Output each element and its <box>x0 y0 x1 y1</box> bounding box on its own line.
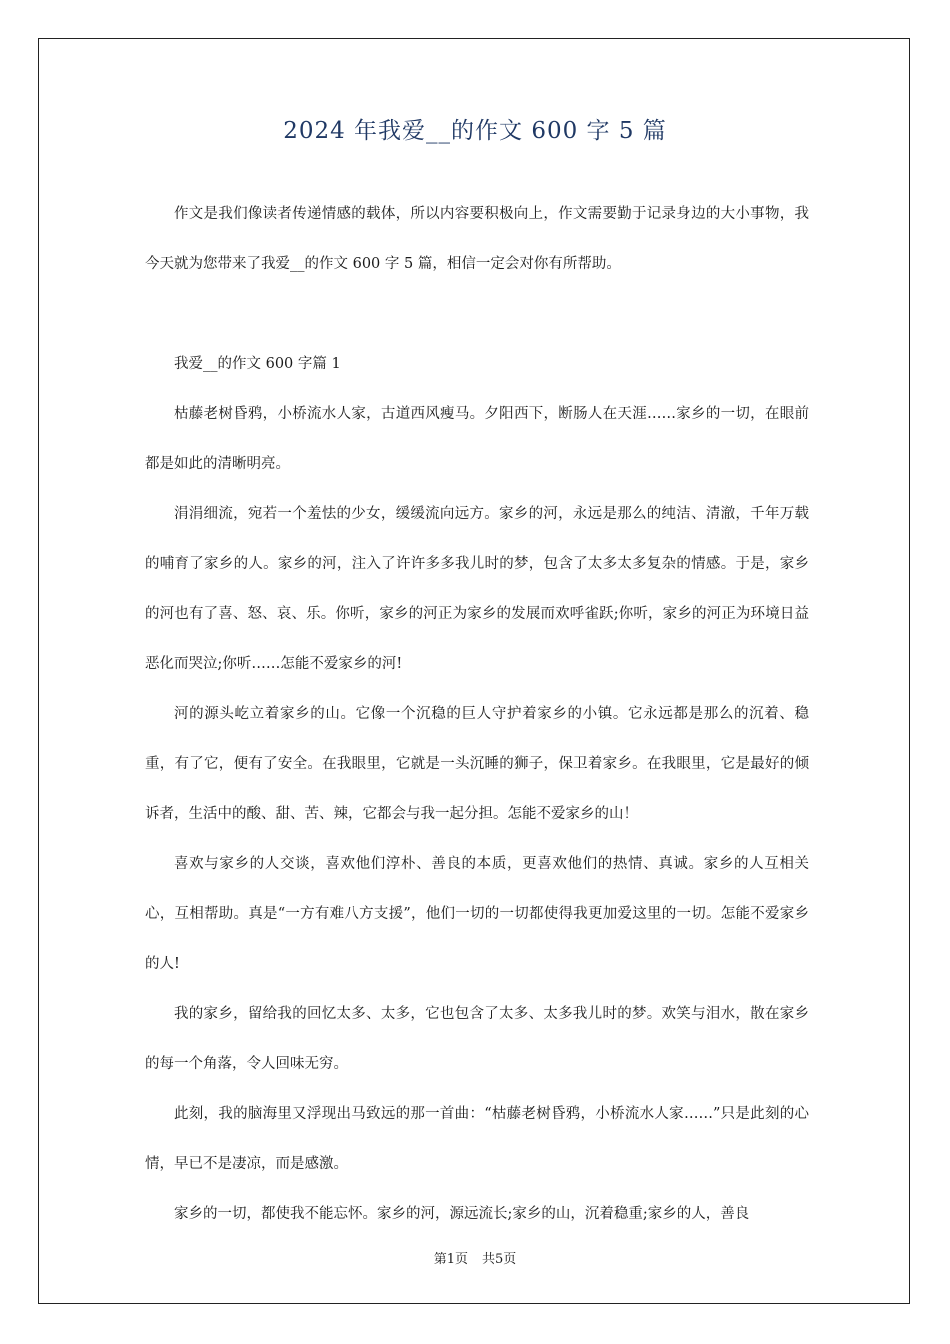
body-paragraph: 枯藤老树昏鸦，小桥流水人家，古道西风瘦马。夕阳西下，断肠人在天涯……家乡的一切，在眼前都是如此的清晰明亮。 <box>145 406 809 472</box>
page-total: 共5页 <box>482 1252 517 1267</box>
body-paragraph: 河的源头屹立着家乡的山。它像一个沉稳的巨人守护着家乡的小镇。它永远都是那么的沉着、稳重，有了它，便有了安全。在我眼里，它就是一头沉睡的狮子，保卫着家乡。在我眼里，它是最好的倾诉者，生活中的酸、甜、苦、辣，它都会与我一起分担。怎能不爱家乡的山！ <box>145 706 809 822</box>
body-paragraph: 家乡的一切，都使我不能忘怀。家乡的河，源远流长;家乡的山，沉着稳重;家乡的人，善良 <box>174 1206 750 1222</box>
body-paragraph: 此刻，我的脑海里又浮现出马致远的那一首曲：“枯藤老树昏鸦，小桥流水人家……”只是此刻的心情，早已不是凄凉，而是感激。 <box>145 1106 809 1172</box>
intro-paragraph: 作文是我们像读者传递情感的载体，所以内容要积极向上，作文需要勤于记录身边的大小事物，我今天就为您带来了我爱__的作文 600 字 5 篇，相信一定会对你有所帮助。 <box>145 206 809 272</box>
body-paragraph: 涓涓细流，宛若一个羞怯的少女，缓缓流向远方。家乡的河，永远是那么的纯洁、清澈，千年万载的哺育了家乡的人。家乡的河，注入了许许多多我儿时的梦，包含了太多太多复杂的情感。于是，家乡的河也有了喜、怒、哀、乐。你听，家乡的河正为家乡的发展而欢呼雀跃;你听，家乡的河正为环境日益恶化而哭泣;你听……怎能不爱家乡的河! <box>145 506 809 672</box>
body-paragraph: 我的家乡，留给我的回忆太多、太多，它也包含了太多、太多我儿时的梦。欢笑与泪水，散在家乡的每一个角落，令人回味无穷。 <box>145 1006 809 1072</box>
section-heading: 我爱__的作文 600 字篇 1 <box>174 356 341 372</box>
body-paragraph: 喜欢与家乡的人交谈，喜欢他们淳朴、善良的本质，更喜欢他们的热情、真诚。家乡的人互相关心，互相帮助。真是“一方有难八方支援”，他们一切的一切都使得我更加爱这里的一切。怎能不爱家乡的人! <box>145 856 809 972</box>
document-title: 2024 年我爱__的作文 600 字 5 篇 <box>283 118 667 144</box>
page-footer <box>0 1248 950 1267</box>
page-number: 第1页 <box>433 1252 468 1267</box>
document-body <box>145 189 809 1239</box>
